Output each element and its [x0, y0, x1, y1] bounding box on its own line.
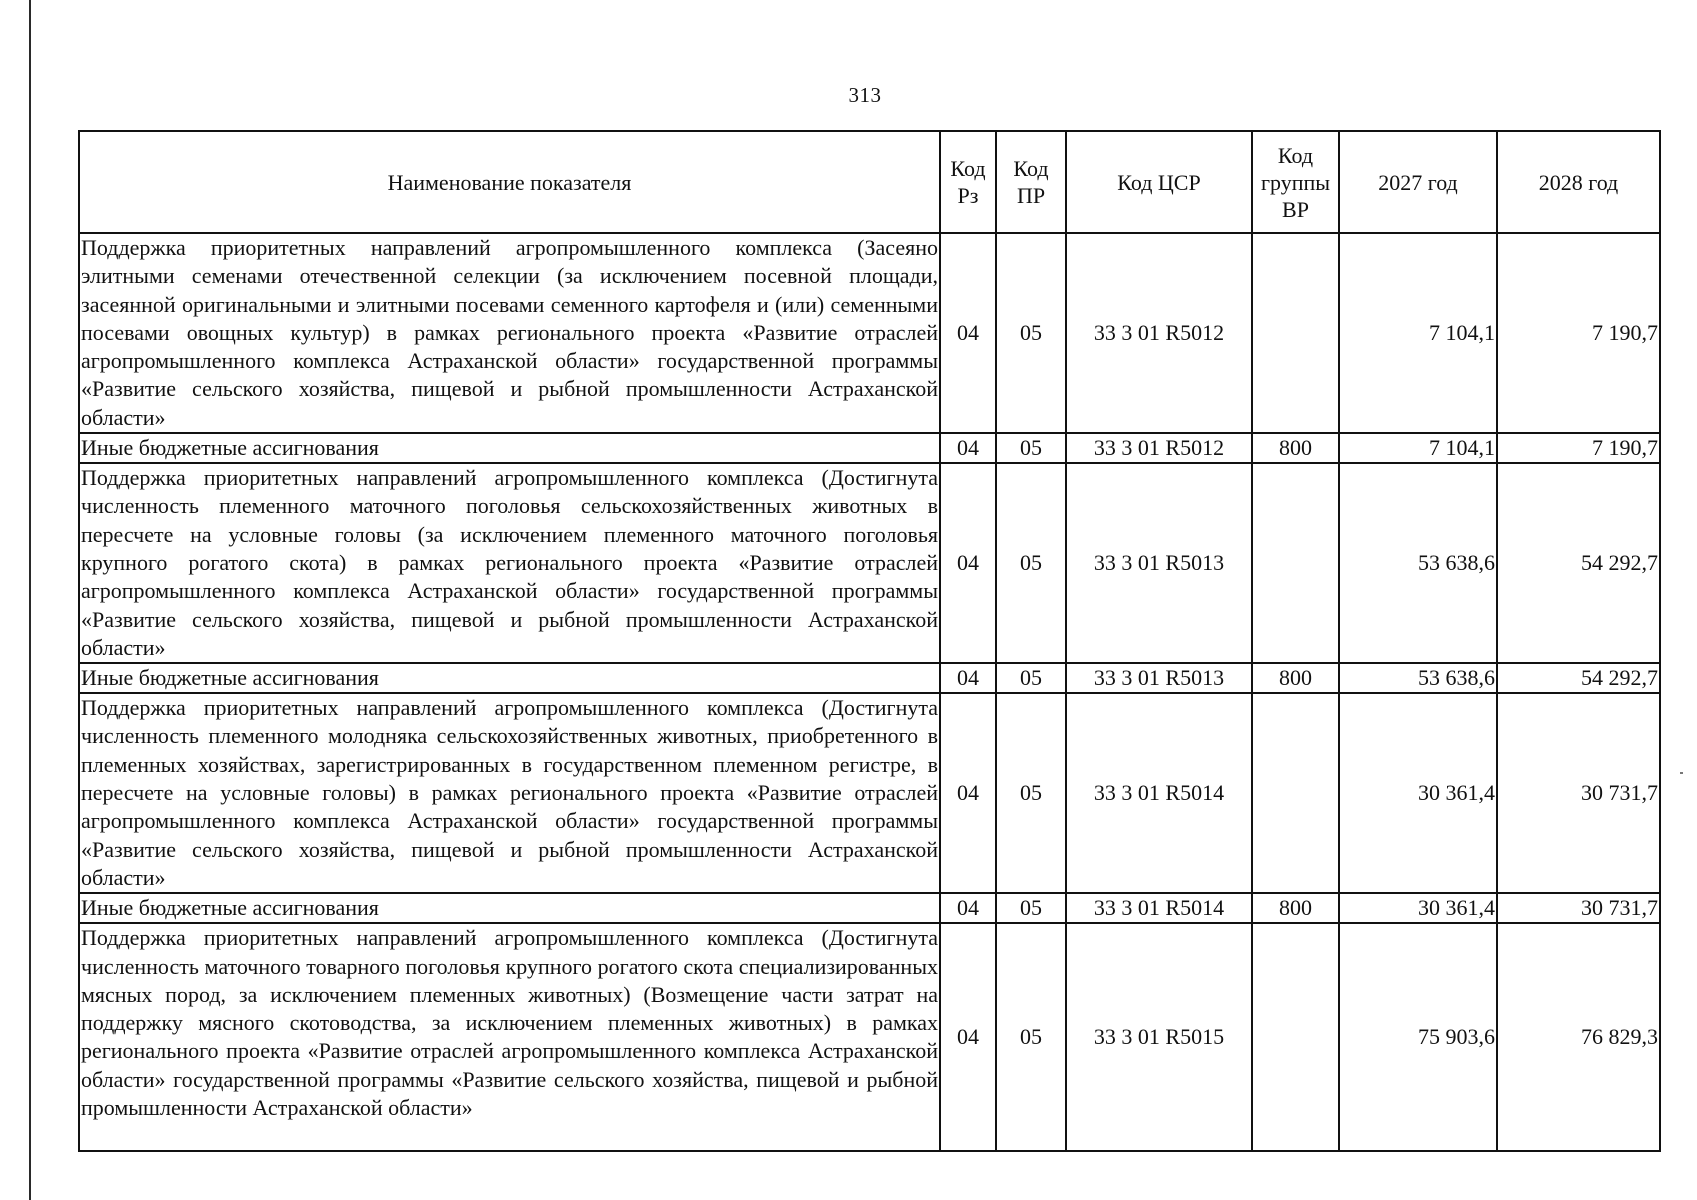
budget-allocation-table — [78, 130, 1661, 1152]
row-rz: 04 — [940, 693, 996, 893]
header-pr: Код ПР — [996, 131, 1066, 233]
binding-margin-line — [29, 0, 31, 1200]
row-2028: 76 829,3 — [1497, 923, 1660, 1151]
page-number: 313 — [848, 83, 882, 107]
row-2027: 75 903,6 — [1339, 923, 1497, 1151]
row-2027: 7 104,1 — [1339, 433, 1497, 463]
header-rz: Код Рз — [940, 131, 996, 233]
row-vr: 800 — [1252, 663, 1339, 693]
row-pr: 05 — [996, 893, 1066, 923]
row-pr: 05 — [996, 233, 1066, 433]
scan-artifact-dot — [1680, 772, 1683, 774]
header-name: Наименование показателя — [79, 131, 940, 233]
row-csr: 33 3 01 R5013 — [1066, 463, 1252, 663]
row-2027: 7 104,1 — [1339, 233, 1497, 433]
row-csr: 33 3 01 R5012 — [1066, 433, 1252, 463]
row-rz: 04 — [940, 663, 996, 693]
table-row — [79, 433, 1660, 463]
row-csr: 33 3 01 R5014 — [1066, 893, 1252, 923]
row-rz: 04 — [940, 893, 996, 923]
table-header-row — [79, 131, 1660, 233]
header-2028: 2028 год — [1497, 131, 1660, 233]
row-vr — [1252, 233, 1339, 433]
row-rz: 04 — [940, 233, 996, 433]
row-2028: 54 292,7 — [1497, 463, 1660, 663]
row-2028: 30 731,7 — [1497, 893, 1660, 923]
row-2028: 30 731,7 — [1497, 693, 1660, 893]
header-2027: 2027 год — [1339, 131, 1497, 233]
header-csr: Код ЦСР — [1066, 131, 1252, 233]
row-vr: 800 — [1252, 433, 1339, 463]
row-name: Иные бюджетные ассигнования — [79, 893, 940, 923]
row-pr: 05 — [996, 463, 1066, 663]
row-vr — [1252, 923, 1339, 1151]
row-csr: 33 3 01 R5013 — [1066, 663, 1252, 693]
table-row — [79, 893, 1660, 923]
row-name: Поддержка приоритетных направлений агропромышленного комплекса (Достигнута численность маточного товарного поголовья крупного рогатого скота специализированных мясных пород, за исключением племенных животных) (Возмещение части затрат на поддержку мясного скотоводства, за исключением племенных животных) в рамках регионального проекта «Развитие отраслей агропромышленного комплекса Астраханской области» государственной программы «Развитие сельского хозяйства, пищевой и рыбной промышленности Астраханской области» — [79, 923, 940, 1151]
row-pr: 05 — [996, 663, 1066, 693]
row-name: Иные бюджетные ассигнования — [79, 663, 940, 693]
table-row — [79, 663, 1660, 693]
row-2027: 30 361,4 — [1339, 693, 1497, 893]
table-row — [79, 693, 1660, 893]
row-name: Поддержка приоритетных направлений агропромышленного комплекса (Засеяно элитными семенами отечественной селекции (за исключением посевной площади, засеянной оригинальными и элитными посевами семенного картофеля и (или) семенными посевами овощных культур) в рамках регионального проекта «Развитие отраслей агропромышленного комплекса Астраханской области» государственной программы «Развитие сельского хозяйства, пищевой и рыбной промышленности Астраханской области» — [79, 233, 940, 433]
row-2028: 7 190,7 — [1497, 433, 1660, 463]
row-vr: 800 — [1252, 893, 1339, 923]
table-row — [79, 233, 1660, 433]
row-2027: 53 638,6 — [1339, 463, 1497, 663]
table-row — [79, 923, 1660, 1151]
row-rz: 04 — [940, 463, 996, 663]
row-name: Поддержка приоритетных направлений агропромышленного комплекса (Достигнута численность племенного молодняка сельскохозяйственных животных, приобретенного в племенных хозяйствах, зарегистрированных в государственном племенном регистре, в пересчете на условные головы) в рамках регионального проекта «Развитие отраслей агропромышленного комплекса Астраханской области» государственной программы «Развитие сельского хозяйства, пищевой и рыбной промышленности Астраханской области» — [79, 693, 940, 893]
row-csr: 33 3 01 R5015 — [1066, 923, 1252, 1151]
row-2028: 7 190,7 — [1497, 233, 1660, 433]
row-name: Иные бюджетные ассигнования — [79, 433, 940, 463]
row-2028: 54 292,7 — [1497, 663, 1660, 693]
row-csr: 33 3 01 R5014 — [1066, 693, 1252, 893]
row-pr: 05 — [996, 433, 1066, 463]
row-2027: 30 361,4 — [1339, 893, 1497, 923]
row-vr — [1252, 693, 1339, 893]
header-vr: Код группы ВР — [1252, 131, 1339, 233]
row-2027: 53 638,6 — [1339, 663, 1497, 693]
row-name: Поддержка приоритетных направлений агропромышленного комплекса (Достигнута численность племенного маточного поголовья сельскохозяйственных животных в пересчете на условные головы (за исключением племенного маточного поголовья крупного рогатого скота) в рамках регионального проекта «Развитие отраслей агропромышленного комплекса Астраханской области» государственной программы «Развитие сельского хозяйства, пищевой и рыбной промышленности Астраханской области» — [79, 463, 940, 663]
row-csr: 33 3 01 R5012 — [1066, 233, 1252, 433]
row-pr: 05 — [996, 923, 1066, 1151]
row-rz: 04 — [940, 433, 996, 463]
table-row — [79, 463, 1660, 663]
row-pr: 05 — [996, 693, 1066, 893]
row-rz: 04 — [940, 923, 996, 1151]
row-vr — [1252, 463, 1339, 663]
